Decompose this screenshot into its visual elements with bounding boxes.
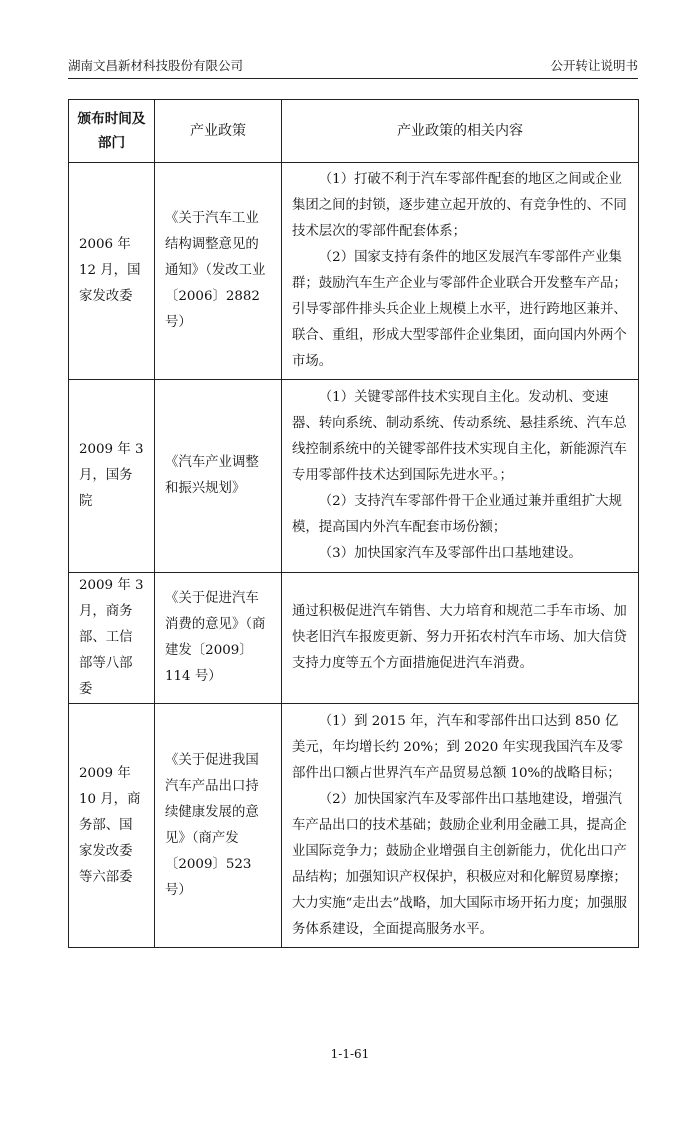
content-paragraph: （3）加快国家汽车及零部件出口基地建设。	[318, 546, 582, 561]
row-date-dept: 2006 年 12 月，国家发改委	[69, 163, 155, 380]
row-date-dept: 2009 年 3 月，国务院	[69, 380, 155, 573]
content-paragraph: （2）国家支持有条件的地区发展汽车零部件产业集群；鼓励汽车生产企业与零部件企业联合开发整车产品；引导零部件排头兵企业上规模上水平，进行跨地区兼并、联合、重组，形成大型零部件企业集团，面向国内外两个市场。	[292, 250, 627, 369]
row-policy: 《关于促进汽车消费的意见》（商建发〔2009〕114 号）	[155, 573, 282, 704]
row-policy: 《汽车产业调整和振兴规划》	[155, 380, 282, 573]
page-header	[68, 52, 638, 74]
industry-policy-table	[68, 99, 639, 948]
content-paragraph: （1）打破不利于汽车零部件配套的地区之间或企业集团之间的封锁，逐步建立起开放的、有竞争性的、不同技术层次的零部件配套体系；	[292, 172, 627, 239]
document-title: 公开转让说明书	[550, 58, 638, 73]
page-number: 1-1-61	[330, 1047, 370, 1061]
row-content	[282, 163, 639, 380]
table-row	[69, 573, 639, 704]
row-content	[282, 573, 639, 704]
table-row	[69, 380, 639, 573]
row-policy: 《关于促进我国汽车产品出口持续健康发展的意见》（商产发〔2009〕523 号）	[155, 704, 282, 948]
table-header-row	[69, 100, 639, 163]
column-header-content: 产业政策的相关内容	[282, 100, 639, 163]
header-divider	[68, 78, 638, 79]
content-paragraph: （2）加快国家汽车及零部件出口基地建设，增强汽车产品出口的技术基础；鼓励企业利用金融工具，提高企业国际竞争力；鼓励企业增强自主创新能力，优化出口产品结构；加强知识产权保护，积极应对和化解贸易摩擦；大力实施“走出去”战略，加大国际市场开拓力度；加强服务体系建设，全面提高服务水平。	[292, 791, 628, 937]
row-content	[282, 704, 639, 948]
row-policy: 《关于汽车工业结构调整意见的通知》（发改工业〔2006〕2882 号）	[155, 163, 282, 380]
row-date-dept: 2009 年 10 月，商务部、国家发改委等六部委	[69, 704, 155, 948]
table-row	[69, 163, 639, 380]
content-paragraph: （1）到 2015 年，汽车和零部件出口达到 850 亿美元，年均增长约 20%；到 2020 年实现我国汽车及零部件出口额占世界汽车产品贸易总额 10%的战略目标；	[292, 713, 624, 781]
content-paragraph: （1）关键零部件技术实现自主化。发动机、变速器、转向系统、制动系统、传动系统、悬挂系统、汽车总线控制系统中的关键零部件技术实现自主化，新能源汽车专用零部件技术达到国际先进水平。；	[292, 390, 627, 483]
company-name: 湖南文昌新材科技股份有限公司	[68, 58, 244, 73]
row-content	[282, 380, 639, 573]
content-paragraph: 通过积极促进汽车销售、大力培育和规范二手车市场、加快老旧汽车报废更新、努力开拓农村汽车市场、加大信贷支持力度等五个方面措施促进汽车消费。	[292, 604, 627, 671]
content-paragraph: （2）支持汽车零部件骨干企业通过兼并重组扩大规模，提高国内外汽车配套市场份额；	[292, 494, 622, 535]
column-header-date-dept: 颁布时间及部门	[69, 100, 155, 163]
table-row	[69, 704, 639, 948]
row-date-dept: 2009 年 3 月，商务部、工信部等八部委	[69, 573, 155, 704]
column-header-policy: 产业政策	[155, 100, 282, 163]
